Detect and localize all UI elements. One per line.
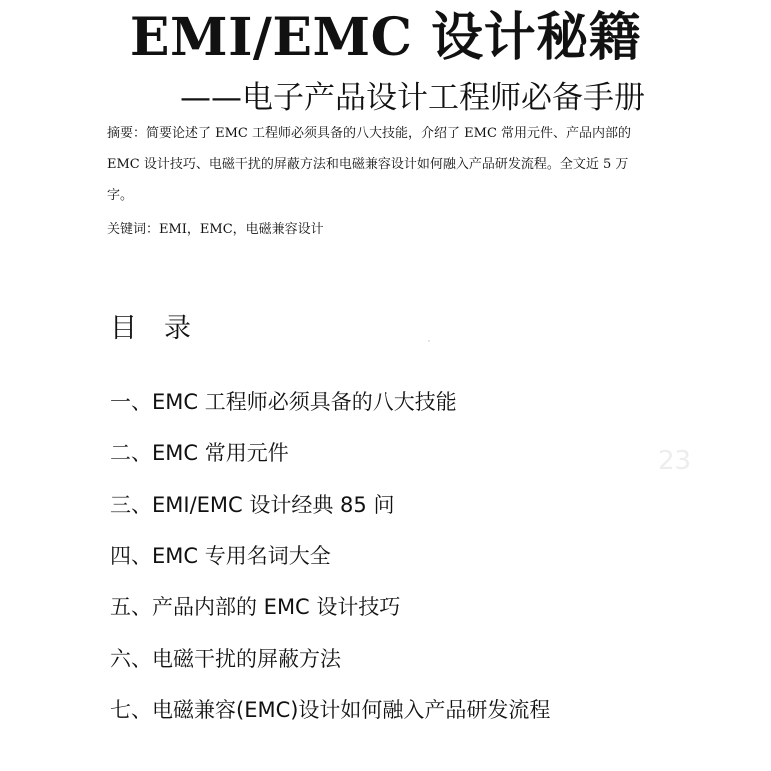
page-watermark: 23 [658, 446, 692, 476]
toc-item-emc-glossary[interactable]: 四、EMC 专用名词大全 [110, 544, 331, 568]
toc-item-emc-components[interactable]: 二、EMC 常用元件 [110, 441, 289, 465]
abstract-line: 摘要：简要论述了 EMC 工程师必须具备的八大技能，介绍了 EMC 常用元件、产品内部的 [107, 126, 632, 141]
scan-speck [428, 340, 430, 342]
keywords: 关键词：EMI，EMC，电磁兼容设计 [107, 222, 324, 237]
document-title: EMI/EMC 设计秘籍 [129, 7, 642, 68]
toc-item-emc-skills[interactable]: 一、EMC 工程师必须具备的八大技能 [110, 390, 457, 414]
toc-item-internal-design-tips[interactable]: 五、产品内部的 EMC 设计技巧 [110, 595, 401, 619]
document-subtitle: ——电子产品设计工程师必备手册 [180, 80, 645, 116]
toc-item-shielding-methods[interactable]: 六、电磁干扰的屏蔽方法 [110, 647, 341, 671]
abstract-line: 字。 [107, 188, 134, 203]
toc-item-design-85-questions[interactable]: 三、EMI/EMC 设计经典 85 问 [110, 493, 395, 517]
toc-heading [110, 311, 192, 347]
toc-item-emc-in-rd-process[interactable]: 七、电磁兼容(EMC)设计如何融入产品研发流程 [110, 698, 551, 722]
toc-heading-second: 录 [164, 313, 192, 344]
abstract-line: EMC 设计技巧、电磁干扰的屏蔽方法和电磁兼容设计如何融入产品研发流程。全文近 5 万 [107, 157, 629, 172]
toc-heading-first: 目 [110, 313, 138, 344]
